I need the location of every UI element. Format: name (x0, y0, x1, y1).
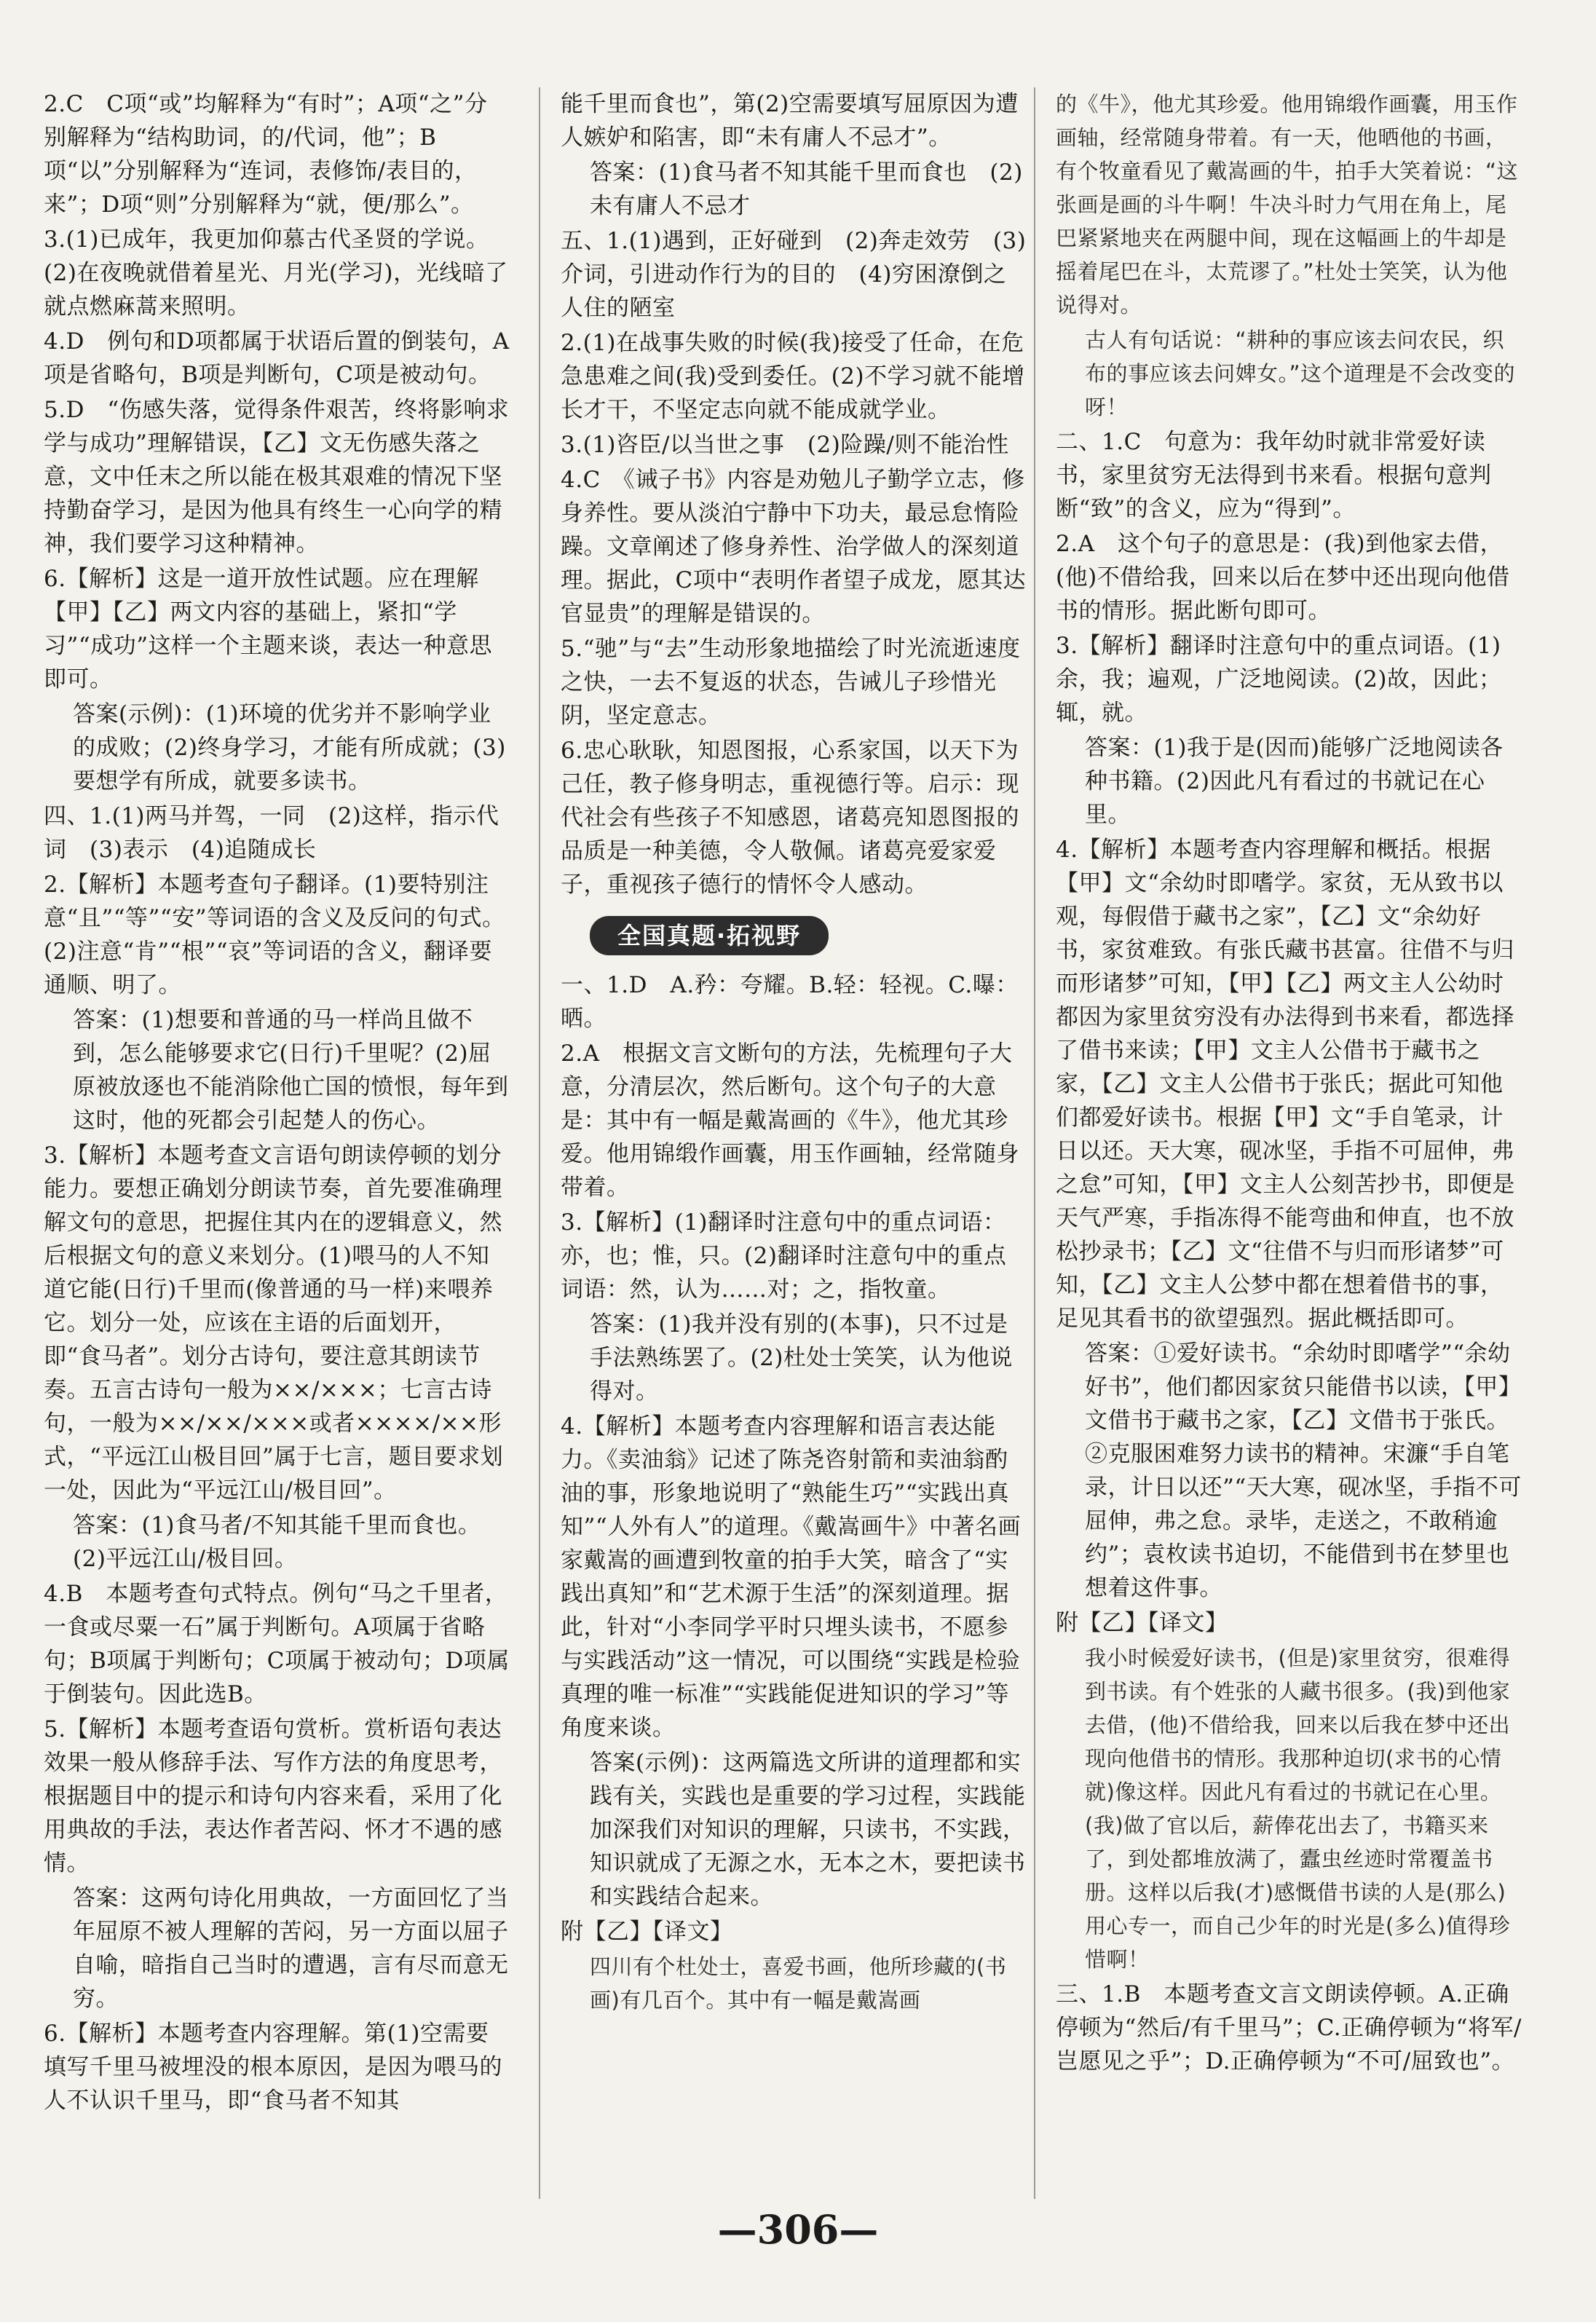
section-banner: 全国真题·拓视野 (590, 916, 829, 955)
translation-text: 古人有句话说：“耕种的事应该去问农民，织布的事应该去问婢女。”这个道理是不会改变的呀！ (1085, 328, 1516, 419)
answer-text: 答案：(1)我于是(因而)能够广泛地阅读各种书籍。(2)因此凡有看过的书就记在心里。 (1085, 735, 1504, 828)
paragraph: 五、1.(1)遇到，正好碰到 (2)奔走效劳 (3)介词，引进动作行为的目的 (4)穷困潦倒之人住的陋室 (561, 228, 1027, 321)
paragraph: 4.D 例句和D项都属于状语后置的倒装句，A项是省略句，B项是判断句，C项是被动句。 (44, 328, 510, 388)
paragraph: 3.【解析】(1)翻译时注意句中的重点词语：亦，也；惟，只。(2)翻译时注意句中的重点词语：然，认为……对；之，指牧童。 (561, 1209, 1007, 1303)
paragraph: 3.【解析】翻译时注意句中的重点词语。(1)余，我；遍观，广泛地阅读。(2)故，因此；辄，就。 (1056, 633, 1502, 726)
paragraph: 二、1.C 句意为：我年幼时就非常爱好读书，家里贫穷无法得到书来看。根据句意判断“致”的含义，应为“得到”。 (1056, 429, 1492, 522)
translation-heading: 附【乙】【译文】 (561, 1919, 733, 1945)
answer-text: 答案：这两句诗化用典故，一方面回忆了当年屈原不被人理解的苦闷，另一方面以屈子自喻，暗指自己当时的遭遇，言有尽而意无穷。 (73, 1885, 509, 2012)
paragraph: 3.(1)已成年，我更加仰慕古代圣贤的学说。(2)在夜晚就借着星光、月光(学习)，光线暗了就点燃麻蒿来照明。 (44, 226, 508, 320)
page-number: —306— (717, 2206, 879, 2253)
paragraph: 4.【解析】本题考查内容理解和概括。根据【甲】文“余幼时即嗜学。家贫，无从致书以观，每假借于藏书之家”，【乙】文“余幼好书，家贫难致。有张氏藏书甚富。往借不与归而形诸梦”可知，【甲】【乙】两文主人公幼时都因为家里贫穷没有办法得到书来看，都选择了借书来读；【甲】文主人公借书于藏书之家，【乙】文主人公借书于张氏；据此可知他们都爱好读书。根据【甲】文“手自笔录，计日以还。天大寒，砚冰坚，手指不可屈伸，弗之怠”可知，【甲】文主人公刻苦抄书，即便是天气严寒，手指冻得不能弯曲和伸直，也不放松抄录书；【乙】文“往借不与归而形诸梦”可知，【乙】文主人公梦中都在想着借书的事，足见其看书的欲望强烈。据此概括即可。 (1056, 837, 1515, 1332)
paragraph: 2.【解析】本题考查句子翻译。(1)要特别注意“且”“等”“安”等词语的含义及反问的句式。(2)注意“肯”“根”“哀”等词语的含义，翻译要通顺、明了。 (44, 872, 505, 998)
paragraph: 一、1.D A.矜：夸耀。B.轻：轻视。C.曝：晒。 (561, 972, 1019, 1032)
paragraph: 三、1.B 本题考查文言文朗读停顿。A.正确停顿为“然后/有千里马”；C.正确停顿为“将军/岂愿见之乎”；D.正确停顿为“不可/屈致也”。 (1056, 1981, 1522, 2074)
answer-text: 答案(示例)：这两篇选文所讲的道理都和实践有关，实践也是重要的学习过程，实践能加深我们对知识的理解，只读书，不实践，知识就成了无源之水，无本之木，要把读书和实践结合起来。 (590, 1750, 1026, 1910)
translation-text: 我小时候爱好读书，(但是)家里贫穷，很难得到书读。有个姓张的人藏书很多。(我)到他家去借，(他)不借给我，回来以后我在梦中还出现向他借书的情形。我那种迫切(求书的心情就)像这样。因此凡有看过的书就记在心里。(我)做了官以后，薪俸花出去了，书籍买来了，到处都堆放满了，蠹虫丝迹时常覆盖书册。这样以后我(才)感慨借书读的人是(那么)用心专一，而自己少年的时光是(多么)值得珍惜啊！ (1085, 1646, 1511, 1972)
paragraph: 4.C 《诫子书》内容是劝勉儿子勤学立志，修身养性。要从淡泊宁静中下功夫，最忌怠惰险躁。文章阐述了修身养性、治学做人的深刻道理。据此，C项中“表明作者望子成龙，愿其达官显贵”的理解是错误的。 (561, 467, 1027, 627)
paragraph: 4.【解析】本题考查内容理解和语言表达能力。《卖油翁》记述了陈尧咨射箭和卖油翁酌油的事，形象地说明了“熟能生巧”“实践出真知”“人外有人”的道理。《戴嵩画牛》中著名画家戴嵩的画遭到牧童的拍手大笑，暗含了“实践出真知”和“艺术源于生活”的深刻道理。据此，针对“小李同学平时只埋头读书，不愿参与实践活动”这一情况，可以围绕“实践是检验真理的唯一标准”“实践能促进知识的学习”等角度来谈。 (561, 1413, 1022, 1741)
paragraph: 四、1.(1)两马并驾，一同 (2)这样，指示代词 (3)表示 (4)追随成长 (44, 803, 499, 863)
paragraph: 5.D “伤感失落，觉得条件艰苦，终将影响求学与成功”理解错误，【乙】文无伤感失落之意，文中任末之所以能在极其艰难的情况下坚持勤奋学习，是因为他具有终生一心向学的精神，我们要学习这种精神。 (44, 397, 510, 557)
paragraph: 6.【解析】这是一道开放性试题。应在理解【甲】【乙】两文内容的基础上，紧扣“学习”“成功”这样一个主题来谈，表达一种意思即可。 (44, 566, 493, 692)
paragraph: 2.A 这个句子的意思是：(我)到他家去借，(他)不借给我，回来以后在梦中还出现向他借书的情形。据此断句即可。 (1056, 531, 1510, 624)
paragraph: 3.(1)咨臣/以当世之事 (2)险躁/则不能治性 (561, 432, 1009, 458)
column-divider (539, 87, 540, 2199)
answer-text: 答案：(1)食马者不知其能千里而食也 (2)未有庸人不忌才 (590, 159, 1023, 219)
answer-text: 答案(示例)：(1)环境的优劣并不影响学业的成败；(2)终身学习，才能有所成就；(3)要想学有所成，就要多读书。 (73, 701, 506, 794)
paragraph: 2.C C项“或”均解释为“有时”；A项“之”分别解释为“结构助词，的/代词，他”；B项“以”分别解释为“连词，表修饰/表目的，来”；D项“则”分别解释为“就，便/那么”。 (44, 91, 488, 218)
paragraph: 能千里而食也”，第(2)空需要填写屈原因为遭人嫉妒和陷害，即“未有庸人不忌才”。 (561, 91, 1019, 151)
answer-text: 答案：(1)食马者/不知其能千里而食也。(2)平远江山/极目回。 (73, 1512, 481, 1572)
column-divider (1034, 87, 1035, 2199)
paragraph: 5.【解析】本题考查语句赏析。赏析语句表达效果一般从修辞手法、写作方法的角度思考，根据题目中的提示和诗句内容来看，采用了化用典故的手法，表达作者苦闷、怀才不遇的感情。 (44, 1716, 502, 1876)
column-middle (561, 87, 1027, 2018)
answer-page (44, 87, 1558, 2199)
paragraph: 4.B 本题考查句式特点。例句“马之千里者，一食或尽粟一石”属于判断句。A项属于省略句；B项属于判断句；C项属于被动句；D项属于倒装句。因此选B。 (44, 1581, 510, 1707)
paragraph: 5.“驰”与“去”生动形象地描绘了时光流逝速度之快，一去不复返的状态，告诫儿子珍惜光阴，坚定意志。 (561, 636, 1021, 729)
paragraph: 2.(1)在战事失败的时候(我)接受了任命，在危急患难之间(我)受到委任。(2)不学习就不能增长才干，不坚定志向就不能成就学业。 (561, 330, 1025, 423)
paragraph: 3.【解析】本题考查文言语句朗读停顿的划分能力。要想正确划分朗读节奏，首先要准确理解文句的意思，把握住其内在的逻辑意义，然后根据文句的意义来划分。(1)喂马的人不知道它能(日行)千里而(像普通的马一样)来喂养它。划分一处，应该在主语的后面划开，即“食马者”。划分古诗句，要注意其朗读节奏。五言古诗句一般为××/×××；七言古诗句，一般为××/××/×××或者××××/××形式，“平远江山极目回”属于七言，题目要求划一处，因此为“平远江山/极目回”。 (44, 1142, 504, 1504)
paragraph: 2.A 根据文言文断句的方法，先梳理句子大意，分清层次，然后断句。这个句子的大意是：其中有一幅是戴嵩画的《牛》，他尤其珍爱。他用锦缎作画囊，用玉作画轴，经常随身带着。 (561, 1040, 1019, 1201)
translation-heading: 附【乙】【译文】 (1056, 1610, 1228, 1636)
column-left (44, 87, 510, 2119)
translation-text: 四川有个杜处士，喜爱书画，他所珍藏的(书画)有几百个。其中有一幅是戴嵩画 (590, 1954, 1007, 2013)
column-right (1056, 87, 1522, 2080)
paragraph: 6.【解析】本题考查内容理解。第(1)空需要填写千里马被埋没的根本原因，是因为喂马的人不认识千里马，即“食马者不知其 (44, 2021, 502, 2114)
translation-text: 的《牛》，他尤其珍爱。他用锦缎作画囊，用玉作画轴，经常随身带着。有一天，他晒他的书画，有个牧童看见了戴嵩画的牛，拍手大笑着说：“这张画是画的斗牛啊！牛决斗时力气用在角上，尾巴紧紧地夹在两腿中间，现在这幅画上的牛却是摇着尾巴在斗，太荒谬了。”杜处士笑笑，认为他说得对。 (1056, 92, 1519, 317)
answer-text: 答案：①爱好读书。“余幼时即嗜学”“余幼好书”，他们都因家贫只能借书以读，【甲】文借书于藏书之家，【乙】文借书于张氏。②克服困难努力读书的精神。宋濂“手自笔录，计日以还”“天大寒，砚冰坚，手指不可屈伸，弗之怠。录毕，走送之，不敢稍逾约”；袁枚读书迫切，不能借到书在梦里也想着这件事。 (1085, 1340, 1522, 1601)
paragraph: 6.忠心耿耿，知恩图报，心系家国，以天下为己任，教子修身明志，重视德行等。启示：现代社会有些孩子不知感恩，诸葛亮知恩图报的品质是一种美德，令人敬佩。诸葛亮爱家爱子，重视孩子德行的情怀令人感动。 (561, 738, 1019, 898)
answer-text: 答案：(1)我并没有别的(本事)，只不过是手法熟练罢了。(2)杜处士笑笑，认为他说得对。 (590, 1311, 1013, 1405)
answer-text: 答案：(1)想要和普通的马一样尚且做不到，怎么能够要求它(日行)千里呢？(2)屈原被放逐也不能消除他亡国的愤恨，每年到这时，他的死都会引起楚人的伤心。 (73, 1007, 509, 1134)
